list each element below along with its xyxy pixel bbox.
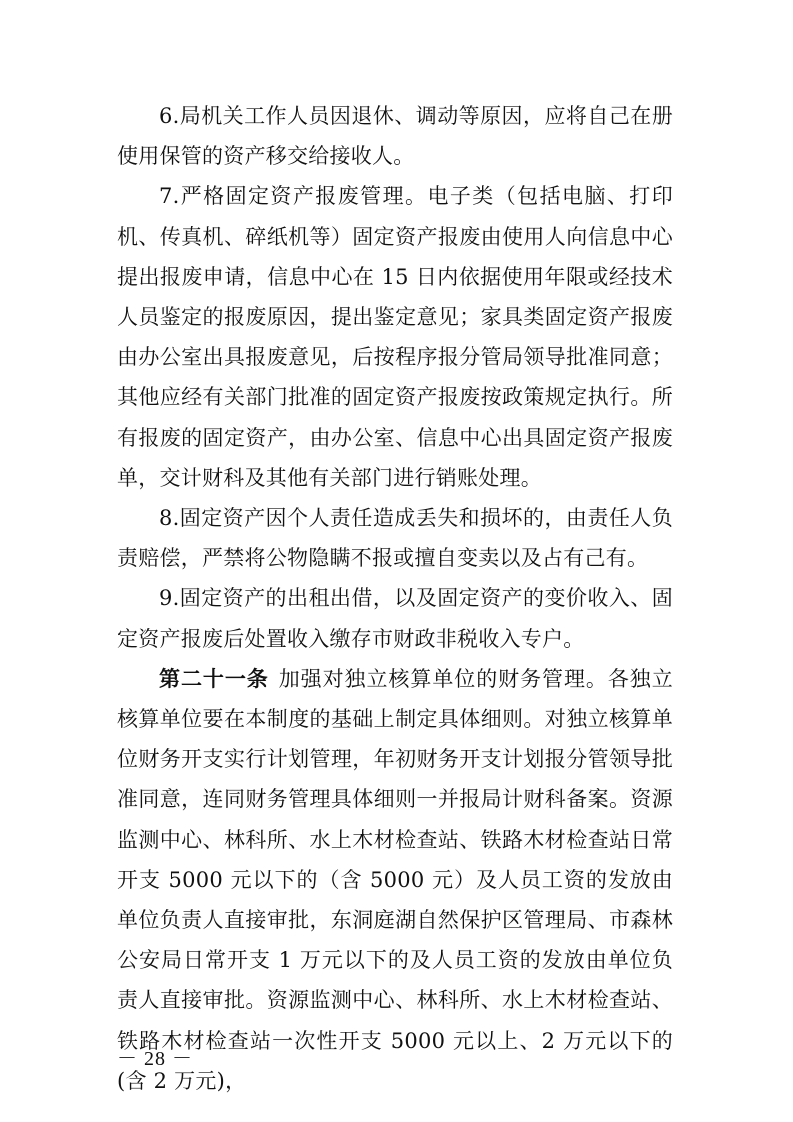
document-body [117, 96, 673, 1101]
page-number: － 28 － [117, 1048, 193, 1070]
paragraph-item-6: 6.局机关工作人员因退休、调动等原因，应将自己在册使用保管的资产移交给接收人。 [117, 104, 673, 169]
article-heading: 第二十一条 [159, 665, 269, 691]
paragraph-item-8: 8.固定资产因个人责任造成丢失和损坏的，由责任人负责赔偿，严禁将公物隐瞒不报或擅自变卖以及占有己有。 [117, 506, 673, 571]
article-21 [117, 659, 673, 1101]
paragraph-item-9: 9.固定资产的出租出借，以及固定资产的变价收入、固定资产报废后处置收入缴存市财政非税收入专户。 [117, 586, 673, 651]
paragraph-item-7: 7.严格固定资产报废管理。电子类（包括电脑、打印机、传真机、碎纸机等）固定资产报废由使用人向信息中心提出报废申请，信息中心在 15 日内依据使用年限或经技术人员鉴定的报废原因，提出鉴定意见；家具类固定资产报废由办公室出具报废意见，后按程序报分管局领导批准同意；其他应经有关部门批准的固定资产报废按政策规定执行。所有报废的固定资产，由办公室、信息中心出具固定资产报废单，交计财科及其他有关部门进行销账处理。 [117, 184, 673, 490]
article-21-text: 加强对独立核算单位的财务管理。各独立核算单位要在本制度的基础上制定具体细则。对独立核算单位财务开支实行计划管理，年初财务开支计划报分管领导批准同意，连同财务管理具体细则一并报局计财科备案。资源监测中心、林科所、水上木材检查站、铁路木材检查站日常开支 5000 元以下的（含 5000 元）及人员工资的发放由单位负责人直接审批，东洞庭湖自然保护区管理局、市森林公安局日常开支 1 万元以下的及人员工资的发放由单位负责人直接审批。资源监测中心、林科所、水上木材检查站、铁路木材检查站一次性开支 5000 元以上、2 万元以下的(含 2 万元)， [117, 666, 674, 1093]
